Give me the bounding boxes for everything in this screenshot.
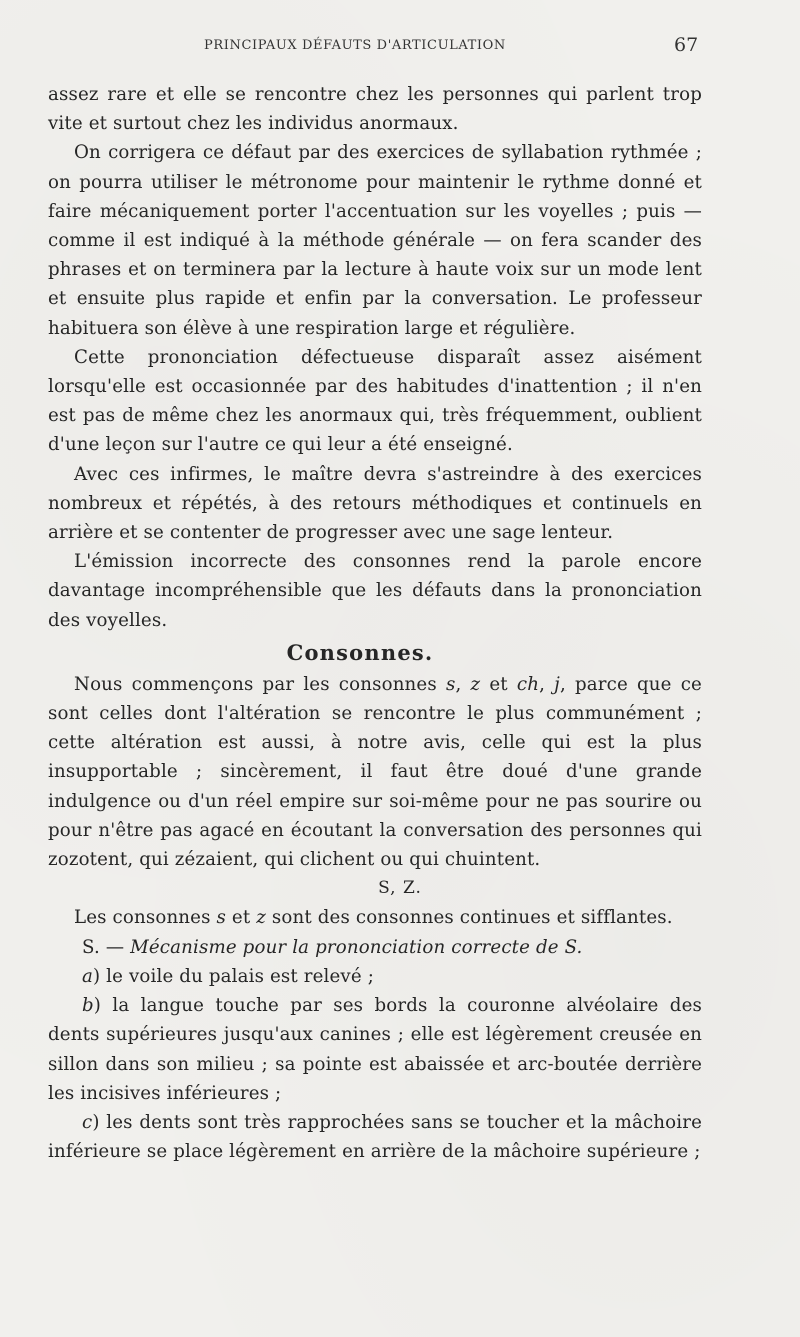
paragraph-7	[48, 903, 702, 932]
p8-dash: —	[99, 936, 131, 958]
p10-text: ) la langue touche par ses bords la couronne alvéolaire des dents supérieures jusqu'aux canines ; elle est légèrement creusée en sillon dans son milieu ; sa pointe est abaissée et arc-boutée derrière les incisives inférieures ;	[48, 995, 702, 1104]
p10-marker: b	[82, 995, 94, 1017]
running-head	[0, 34, 800, 62]
p7-letter-z: z	[256, 907, 266, 929]
p6-letter-z: z	[470, 673, 481, 695]
paragraph-2: On corrigera ce défaut par des exercices de syllabation rythmée ; on pourra utiliser le métronome pour maintenir le rythme donné et faire mécaniquement porter l'accentuation sur les voyelles ; puis — comme il est indiqué à la méthode générale — on fera scander des phrases et on terminera par la lecture à haute voix sur un mode lent et ensuite plus rapide et enfin par la conversation. Le professeur habituera son élève à une respiration large et régulière.	[48, 142, 702, 339]
p6-letter-j: j	[554, 673, 560, 695]
p11-marker: c	[82, 1111, 93, 1133]
p7-letter-s: s	[216, 907, 226, 929]
p8-italic-heading: Mécanisme pour la prononciation correcte de S.	[130, 936, 583, 958]
p11-text: ) les dents sont très rapprochées sans se toucher et la mâchoire inférieure se place légèrement en arrière de la mâchoire supérieure ;	[48, 1111, 702, 1163]
paragraph-5: L'émission incorrecte des consonnes rend la parole encore davantage incompréhensible que les défauts dans la prononciation des voyelles.	[48, 551, 702, 631]
paragraph-10	[48, 991, 702, 1108]
p6-text-b: ,	[455, 673, 471, 695]
p9-text: ) le voile du palais est relevé ;	[93, 965, 374, 987]
p7-text-b: et	[225, 907, 257, 929]
p9-marker: a	[82, 965, 93, 987]
p6-text-e: , parce que ce sont celles dont l'altération se rencontre le plus communément ; cette altération est aussi, à notre avis, celle qui est la plus insupportable ; sincèrement, il faut être doué d'une grande indulgence ou d'un réel empire sur soi-même pour ne pas sourire ou pour n'être pas agacé en écoutant la conversation des personnes qui zozotent, qui zézaient, qui clichent ou qui chuintent.	[48, 673, 702, 871]
p7-text-c: sont des consonnes continues et sifflantes.	[265, 907, 673, 929]
p7-text-a: Les consonnes	[74, 907, 217, 929]
p6-letters-ch: ch	[516, 673, 540, 695]
p6-letter-s: s	[445, 673, 456, 695]
page-number: 67	[674, 34, 699, 56]
paragraph-8	[48, 933, 702, 962]
paragraph-3: Cette prononciation défectueuse disparaît assez aisément lorsqu'elle est occasionnée par des habitudes d'inattention ; il n'en est pas de même chez les anormaux qui, très fréquemment, oublient d'une leçon sur l'autre ce qui leur a été enseigné.	[48, 346, 702, 456]
p6-text-c: et	[480, 673, 517, 695]
paragraph-9	[48, 962, 702, 991]
p8-label: S.	[82, 936, 100, 958]
paragraph-4: Avec ces infirmes, le maître devra s'astreindre à des exercices nombreux et répétés, à des retours méthodiques et continuels en arrière et se contenter de progresser avec une sage lenteur.	[48, 463, 702, 544]
section-title-consonnes: Consonnes.	[286, 639, 434, 665]
paragraph-6	[48, 670, 702, 874]
running-title: PRINCIPAUX DÉFAUTS D'ARTICULATION	[204, 38, 506, 53]
paragraph-11	[48, 1108, 702, 1166]
p6-text-d: ,	[539, 673, 555, 695]
subsection-title-s-z: S, Z.	[378, 878, 422, 899]
body-text	[48, 80, 702, 1166]
paragraph-1: assez rare et elle se rencontre chez les personnes qui parlent trop vite et surtout chez les individus anormaux.	[48, 84, 702, 135]
p6-text-a: Nous commençons par les consonnes	[74, 673, 446, 695]
